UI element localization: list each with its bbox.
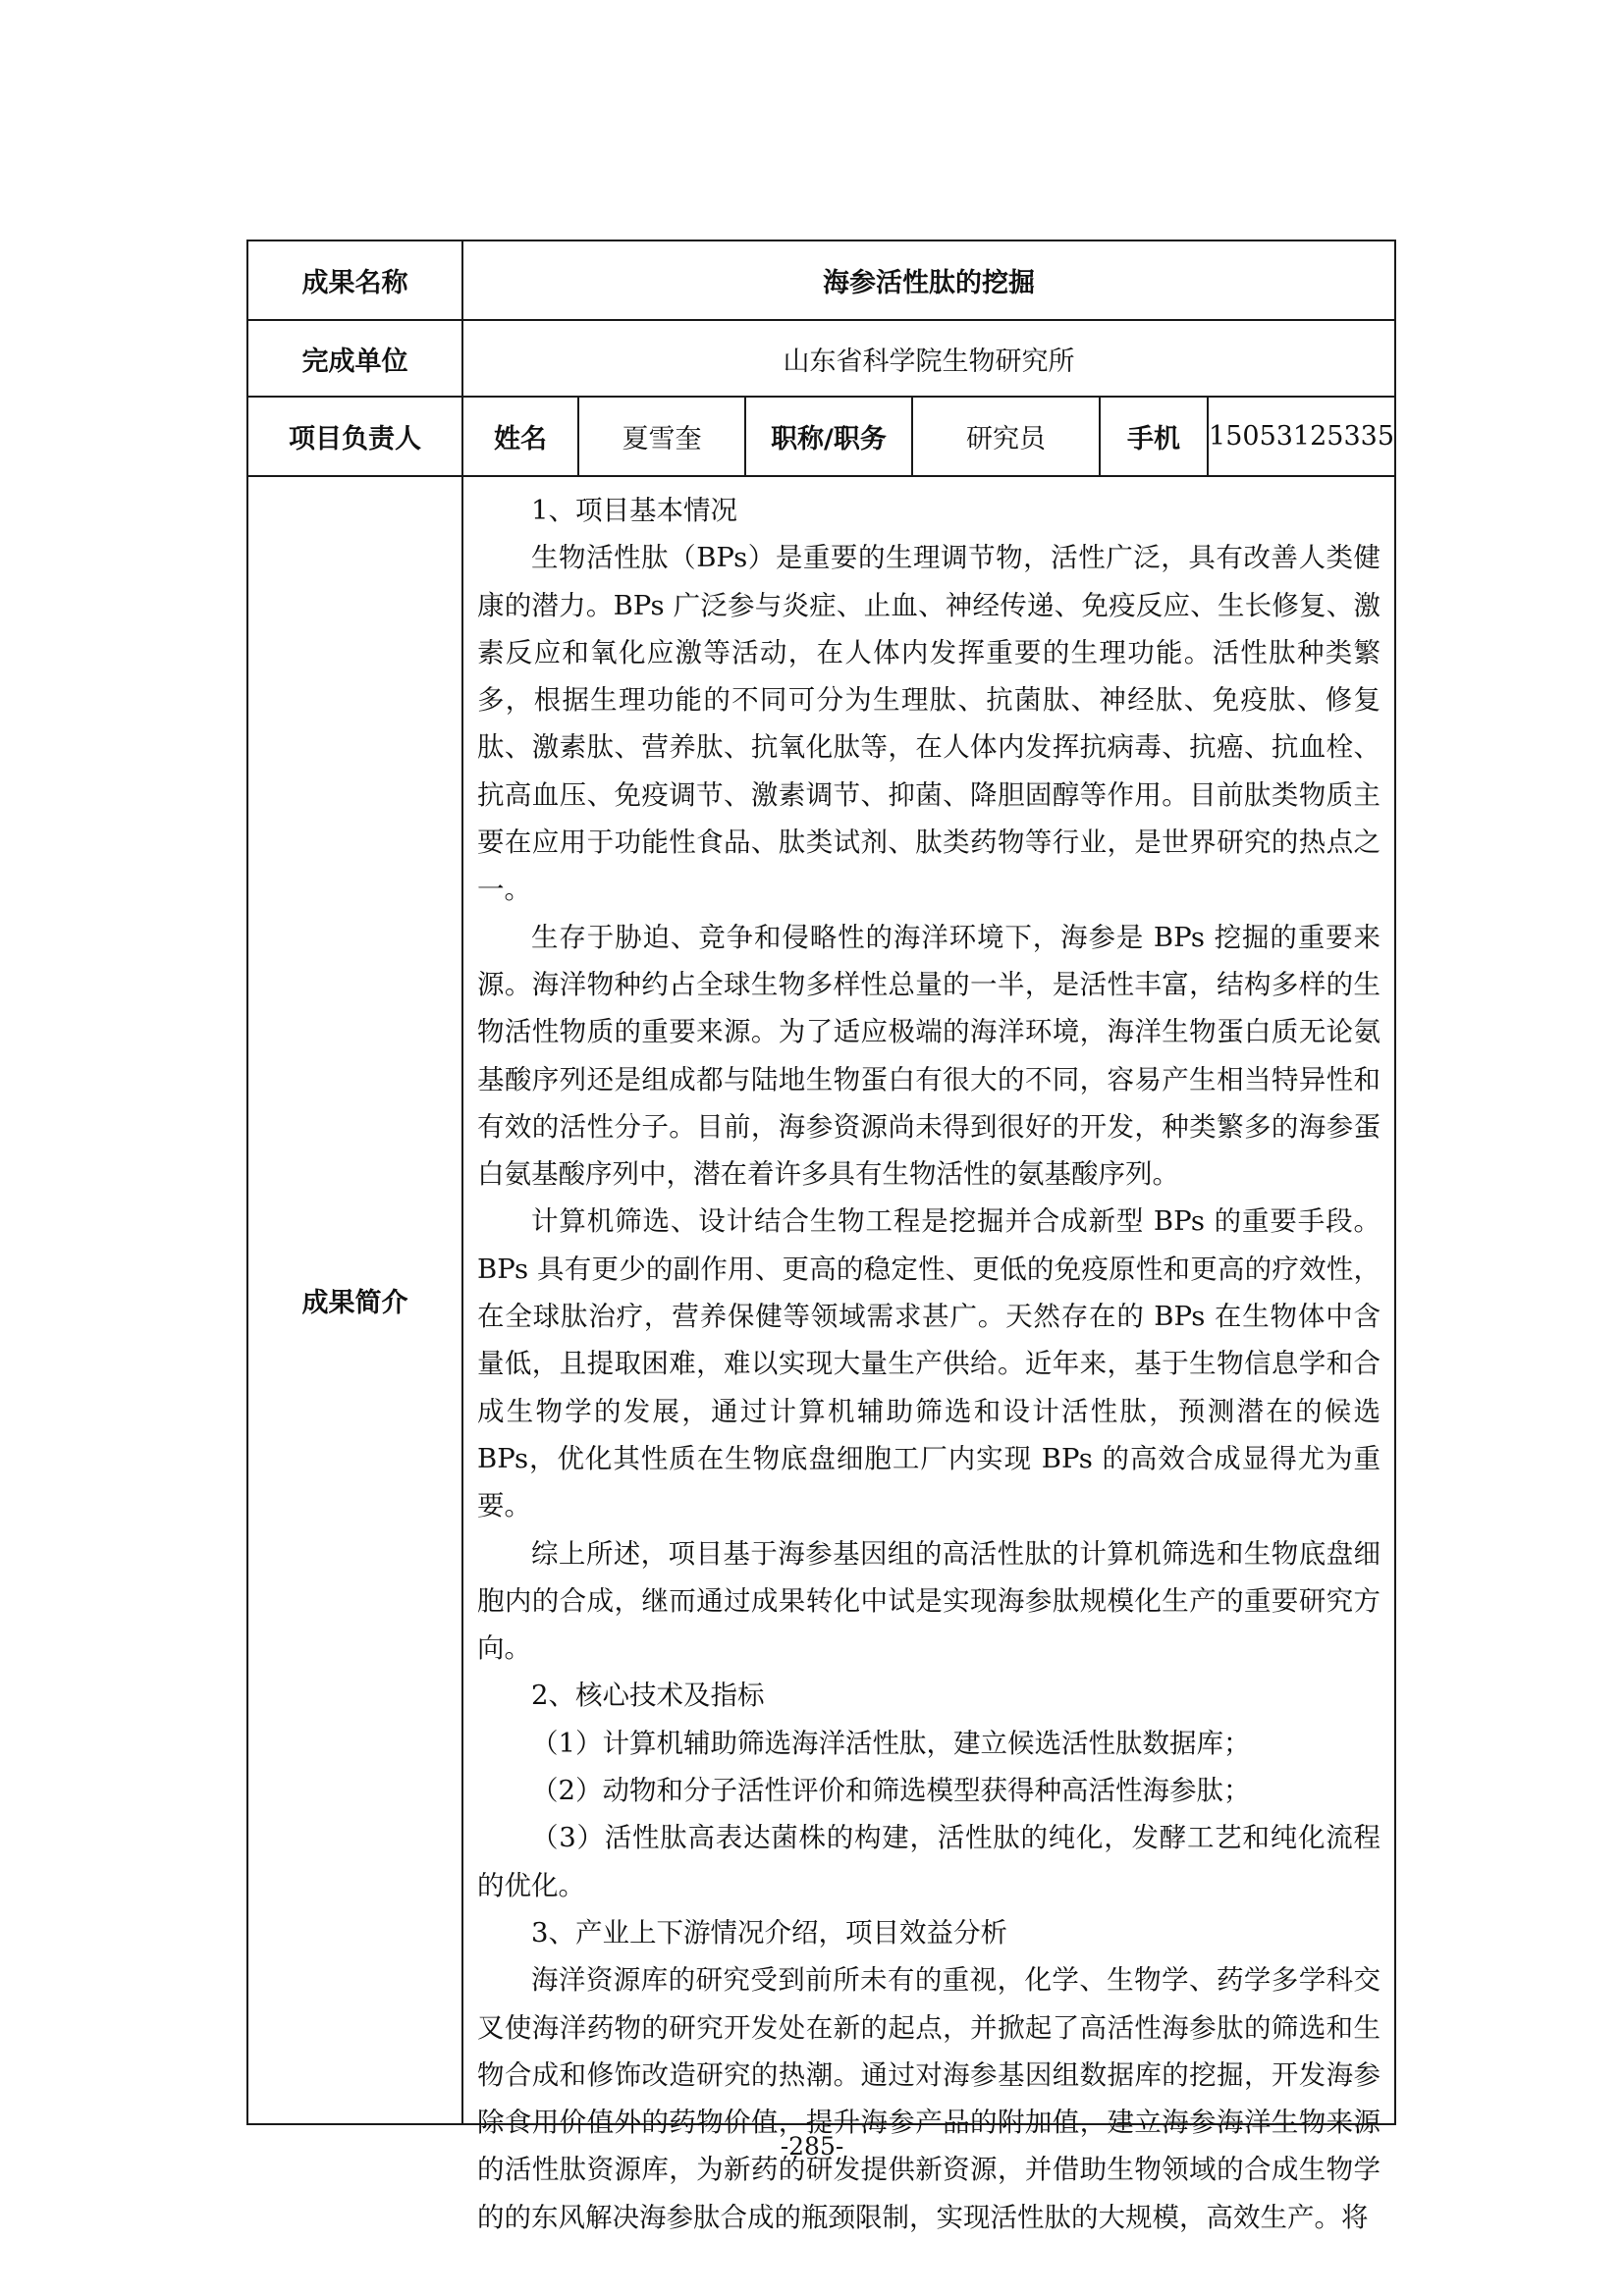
section-heading-1: 1、项目基本情况 bbox=[531, 495, 737, 526]
phone-label: 手机 bbox=[1100, 397, 1208, 476]
list-item: （1）计算机辅助筛选海洋活性肽，建立候选活性肽数据库； bbox=[531, 1727, 1251, 1759]
list-item: （2）动物和分子活性评价和筛选模型获得种高活性海参肽； bbox=[531, 1775, 1251, 1807]
project-leader-label: 项目负责人 bbox=[247, 397, 462, 476]
section-heading-3: 3、产业上下游情况介绍，项目效益分析 bbox=[531, 1916, 1007, 1949]
title-label: 职称/职务 bbox=[745, 397, 912, 476]
row-project-leader bbox=[247, 397, 1395, 476]
section-heading-2: 2、核心技术及指标 bbox=[531, 1680, 765, 1712]
summary-paragraph: 生存于胁迫、竞争和侵略性的海洋环境下，海参是 BPs 挖掘的重要来源。海洋物种约占全球生物多样性总量的一半，是活性丰富，结构多样的生物活性物质的重要来源。为了适应极端的海洋环境，海洋生物蛋白质无论氨基酸序列还是组成都与陆地生物蛋白有很大的不同，容易产生相当特异性和有效的活性分子。目前，海参资源尚未得到很好的开发，种类繁多的海参蛋白氨基酸序列中，潜在着许多具有生物活性的氨基酸序列。 bbox=[477, 921, 1381, 1191]
achievement-name-value: 海参活性肽的挖掘 bbox=[462, 240, 1395, 320]
summary-label: 成果简介 bbox=[247, 476, 462, 2124]
row-summary bbox=[247, 476, 1395, 2124]
name-value: 夏雪奎 bbox=[578, 397, 745, 476]
page-number: -285- bbox=[780, 2132, 844, 2161]
name-label: 姓名 bbox=[462, 397, 578, 476]
summary-paragraph: 计算机筛选、设计结合生物工程是挖掘并合成新型 BPs 的重要手段。BPs 具有更少的副作用、更高的稳定性、更低的免疫原性和更高的疗效性，在全球肽治疗，营养保健等领域需求甚广。天然存在的 BPs 在生物体中含量低，且提取困难，难以实现大量生产供给。近年来，基于生物信息学和合成生物学的发展，通过计算机辅助筛选和设计活性肽，预测潜在的候选 BPs，优化其性质在生物底盘细胞工厂内实现 BPs 的高效合成显得尤为重要。 bbox=[477, 1205, 1381, 1522]
phone-value: 15053125335 bbox=[1208, 397, 1395, 476]
title-value: 研究员 bbox=[912, 397, 1100, 476]
list-item: （3）活性肽高表达菌株的构建，活性肽的纯化，发酵工艺和纯化流程的优化。 bbox=[477, 1822, 1381, 1901]
summary-paragraph: 生物活性肽（BPs）是重要的生理调节物，活性广泛，具有改善人类健康的潜力。BPs 广泛参与炎症、止血、神经传递、免疫反应、生长修复、激素反应和氧化应激等活动，在人体内发挥重要的生理功能。活性肽种类繁多，根据生理功能的不同可分为生理肽、抗菌肽、神经肽、免疫肽、修复肽、激素肽、营养肽、抗氧化肽等，在人体内发挥抗病毒、抗癌、抗血栓、抗高血压、免疫调节、激素调节、抑菌、降胆固醇等作用。目前肽类物质主要在应用于功能性食品、肽类试剂、肽类药物等行业，是世界研究的热点之一。 bbox=[477, 542, 1381, 906]
achievement-name-label: 成果名称 bbox=[247, 240, 462, 320]
row-organization bbox=[247, 320, 1395, 397]
organization-label: 完成单位 bbox=[247, 320, 462, 397]
summary-paragraph: 海洋资源库的研究受到前所未有的重视，化学、生物学、药学多学科交叉使海洋药物的研究开发处在新的起点，并掀起了高活性海参肽的筛选和生物合成和修饰改造研究的热潮。通过对海参基因组数据库的挖掘，开发海参除食用价值外的药物价值，提升海参产品的附加值，建立海参海洋生物来源的活性肽资源库，为新药的研发提供新资源，并借助生物领域的合成生物学的的东风解决海参肽合成的瓶颈限制，实现活性肽的大规模，高效生产。将 bbox=[477, 1964, 1381, 2233]
organization-value: 山东省科学院生物研究所 bbox=[462, 320, 1395, 397]
summary-paragraph: 综上所述，项目基于海参基因组的高活性肽的计算机筛选和生物底盘细胞内的合成，继而通过成果转化中试是实现海参肽规模化生产的重要研究方向。 bbox=[477, 1537, 1381, 1665]
row-achievement-name bbox=[247, 240, 1395, 320]
